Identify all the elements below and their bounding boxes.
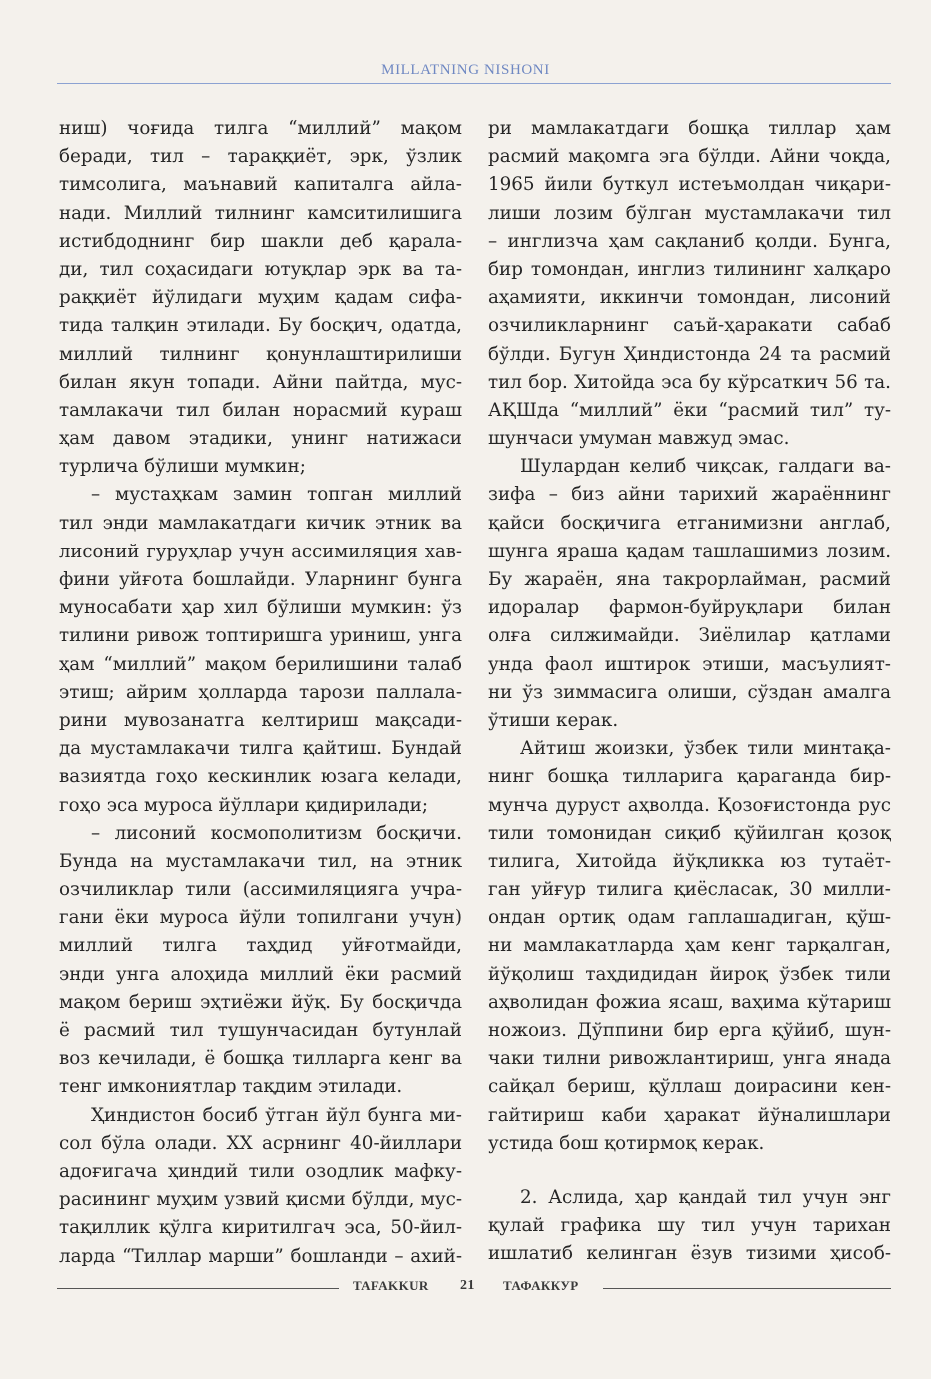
text-line: Бу жараён, яна такрорлайман, расмий [488,569,891,590]
text-line: ҳам давом этадики, унинг натижаси [59,428,462,450]
right-text-column [488,115,891,1269]
text-line: тида талқин этилади. Бу босқич, одатда, [59,315,462,337]
left-text-column [59,115,462,1271]
text-line: олға силжимайди. Зиёлилар қатлами [488,625,891,647]
text-line: тенг имкониятлар тақдим этилади. [59,1076,403,1098]
text-line: ниш) чоғида тилга “миллий” мақом [59,118,462,139]
text-line: сол бўла олади. ХХ асрнинг 40-йиллари [59,1132,462,1154]
text-line: ни ўз зиммасига олиши, сўздан амалга [488,681,891,703]
text-line: фини уйғота бошлайди. Уларнинг бунга [59,569,462,590]
text-line: энди унга алоҳида миллий ёки расмий [59,963,462,985]
text-line: беради, тил – тараққиёт, эрк, ўзлик [59,146,462,168]
text-line: воз кечилади, ё бошқа тилларга кенг ва [59,1048,462,1070]
text-line: тил энди мамлакатдаги кичик этник ва [59,512,462,534]
text-line: ни мамлакатларда ҳам кенг тарқалган, [488,935,891,957]
text-line: ё расмий тил тушунчасидан бутунлай [59,1020,462,1041]
text-line: тилини ривож топтиришга уриниш, унга [59,625,462,647]
text-line: идоралар фармон-буйруқлари билан [488,597,891,619]
text-line: қулай графика шу тил учун тарихан [488,1215,891,1237]
text-line: Ҳиндистон босиб ўтган йўл бунга ми- [91,1104,462,1126]
text-line: устида бош қотирмоқ керак. [488,1132,765,1154]
text-line: озчиликларнинг саъй-ҳаракати сабаб [488,315,891,337]
text-line: ножоиз. Дўппини бир ерга қўйиб, шун- [488,1020,891,1041]
text-line: ўтиши керак. [488,709,619,731]
text-line: ҳам “миллий” мақом берилишини талаб [59,653,462,675]
text-line: шунга яраша қадам ташлашимиз лозим. [488,540,891,562]
text-line: тил бор. Хитойда эса бу кўрсаткич 56 та. [488,371,891,393]
text-line: йўқолиш таҳдидидан йироқ ўзбек тили [488,963,891,985]
text-line: аҳволидан фожиа ясаш, ваҳима кўтариш [488,991,891,1013]
text-line: билан якун топади. Айни пайтда, мус- [59,371,462,393]
page-footer [57,1278,891,1298]
text-line: – инглизча ҳам сақланиб қолди. Бунга, [488,230,891,252]
text-line: ишлатиб келинган ёзув тизими ҳисоб- [488,1243,891,1265]
text-line: лиши лозим бўлган мустамлакачи тил [488,202,891,224]
text-line: 1965 йили буткул истеъмолдан чиқари- [488,174,891,196]
text-line: шунчаси умуман мавжуд эмас. [488,428,790,450]
text-line: ди, тил соҳасидаги ютуқлар эрк ва та- [59,258,462,280]
text-line: чаки тилни ривожлантириш, унга янада [488,1048,891,1070]
text-line: вазиятда гоҳо кескинлик юзага келади, [59,766,462,788]
text-line: миллий тилга таҳдид уйғотмайди, [59,935,462,957]
text-line: турлича бўлиши мумкин; [59,456,306,478]
text-line: озчиликлар тили (ассимиляцияга учра- [59,879,462,901]
text-line: қайси босқичига етганимизни англаб, [488,512,891,534]
text-line: ган уйғур тилига қиёсласак, 30 милли- [488,879,891,901]
text-line: адоғигача ҳиндий тили озодлик мафку- [59,1160,462,1182]
text-line: раққиёт йўлидаги муҳим қадам сифа- [59,287,462,309]
paragraph-gap [488,1158,891,1184]
text-line: мақом бериш эҳтиёжи йўқ. Бу босқичда [59,991,462,1013]
text-line: – мустаҳкам замин топган миллий [91,484,462,506]
text-line: тақиллик қўлга киритилгач эса, 50-йил- [59,1217,462,1239]
text-line: Бунда на мустамлакачи тил, на этник [59,850,462,872]
text-line: расининг муҳим узвий қисми бўлди, мус- [59,1189,462,1211]
text-line: ри мамлакатдаги бошқа тиллар ҳам [488,118,891,139]
text-line: тилига, Хитойда йўқликка юз тутаёт- [488,850,891,872]
text-line: ондан ортиқ одам гаплашадиган, қўш- [488,907,891,929]
text-line: АҚШда “миллий” ёки “расмий тил” ту- [488,399,891,421]
text-line: бир томондан, инглиз тилининг халқаро [488,258,891,280]
text-line: тамлакачи тил билан норасмий кураш [59,399,462,421]
text-line: истибдоднинг бир шакли деб қарала- [59,230,462,252]
text-line: да мустамлакачи тилга қайтиш. Бундай [59,738,462,760]
header-rule [57,83,891,84]
text-line: гани ёки муроса йўли топилгани учун) [59,907,462,929]
text-line: расмий мақомга эга бўлди. Айни чоқда, [488,146,891,168]
text-line: гайтириш каби ҳаракат йўналишлари [488,1104,891,1126]
text-line: мунча дуруст аҳволда. Қозоғистонда рус [488,794,891,816]
text-line: зифа – биз айни тарихий жараённинг [488,484,891,506]
footer-rule-right [603,1288,891,1289]
text-line: этиш; айрим ҳолларда тарози паллала- [59,681,462,703]
text-line: 2. Аслида, ҳар қандай тил учун энг [520,1186,891,1208]
text-line: нинг бошқа тилларига қараганда бир- [488,766,891,788]
text-line: тимсолига, маънавий капиталга айла- [59,174,462,196]
running-head-title: MILLATNING NISHONI [381,62,550,78]
page-number: 21 [460,1278,475,1293]
text-line: гоҳо эса муроса йўллари қидирилади; [59,794,428,816]
text-line: ларда “Тиллар марши” бошланди – ахий- [59,1245,462,1267]
text-line: аҳамияти, иккинчи томондан, лисоний [488,287,891,309]
text-line: бўлди. Бугун Ҳиндистонда 24 та расмий [488,343,891,365]
text-line: Айтиш жоизки, ўзбек тили минтақа- [520,738,891,760]
text-line: миллий тилнинг қонунлаштирилиши [59,343,462,365]
text-line: рини мувозанатга келтириш мақсади- [59,709,462,731]
footer-journal-latin: TAFAKKUR [353,1278,429,1293]
footer-rule-left [57,1288,339,1289]
text-line: муносабати ҳар хил бўлиши мумкин: ўз [59,597,462,619]
text-line: – лисоний космополитизм босқичи. [91,822,462,844]
text-line: лисоний гуруҳлар учун ассимиляция хав- [59,540,462,562]
text-line: Шулардан келиб чиқсак, галдаги ва- [520,456,891,478]
text-line: нади. Миллий тилнинг камситилишига [59,202,462,224]
text-line: сайқал бериш, қўллаш доирасини кен- [488,1076,891,1098]
text-line: тили томонидан сиқиб қўйилган қозоқ [488,822,891,844]
text-line: унда фаол иштирок этиши, масъулият- [488,653,891,675]
footer-journal-cyrillic: ТАФАККУР [503,1278,579,1293]
